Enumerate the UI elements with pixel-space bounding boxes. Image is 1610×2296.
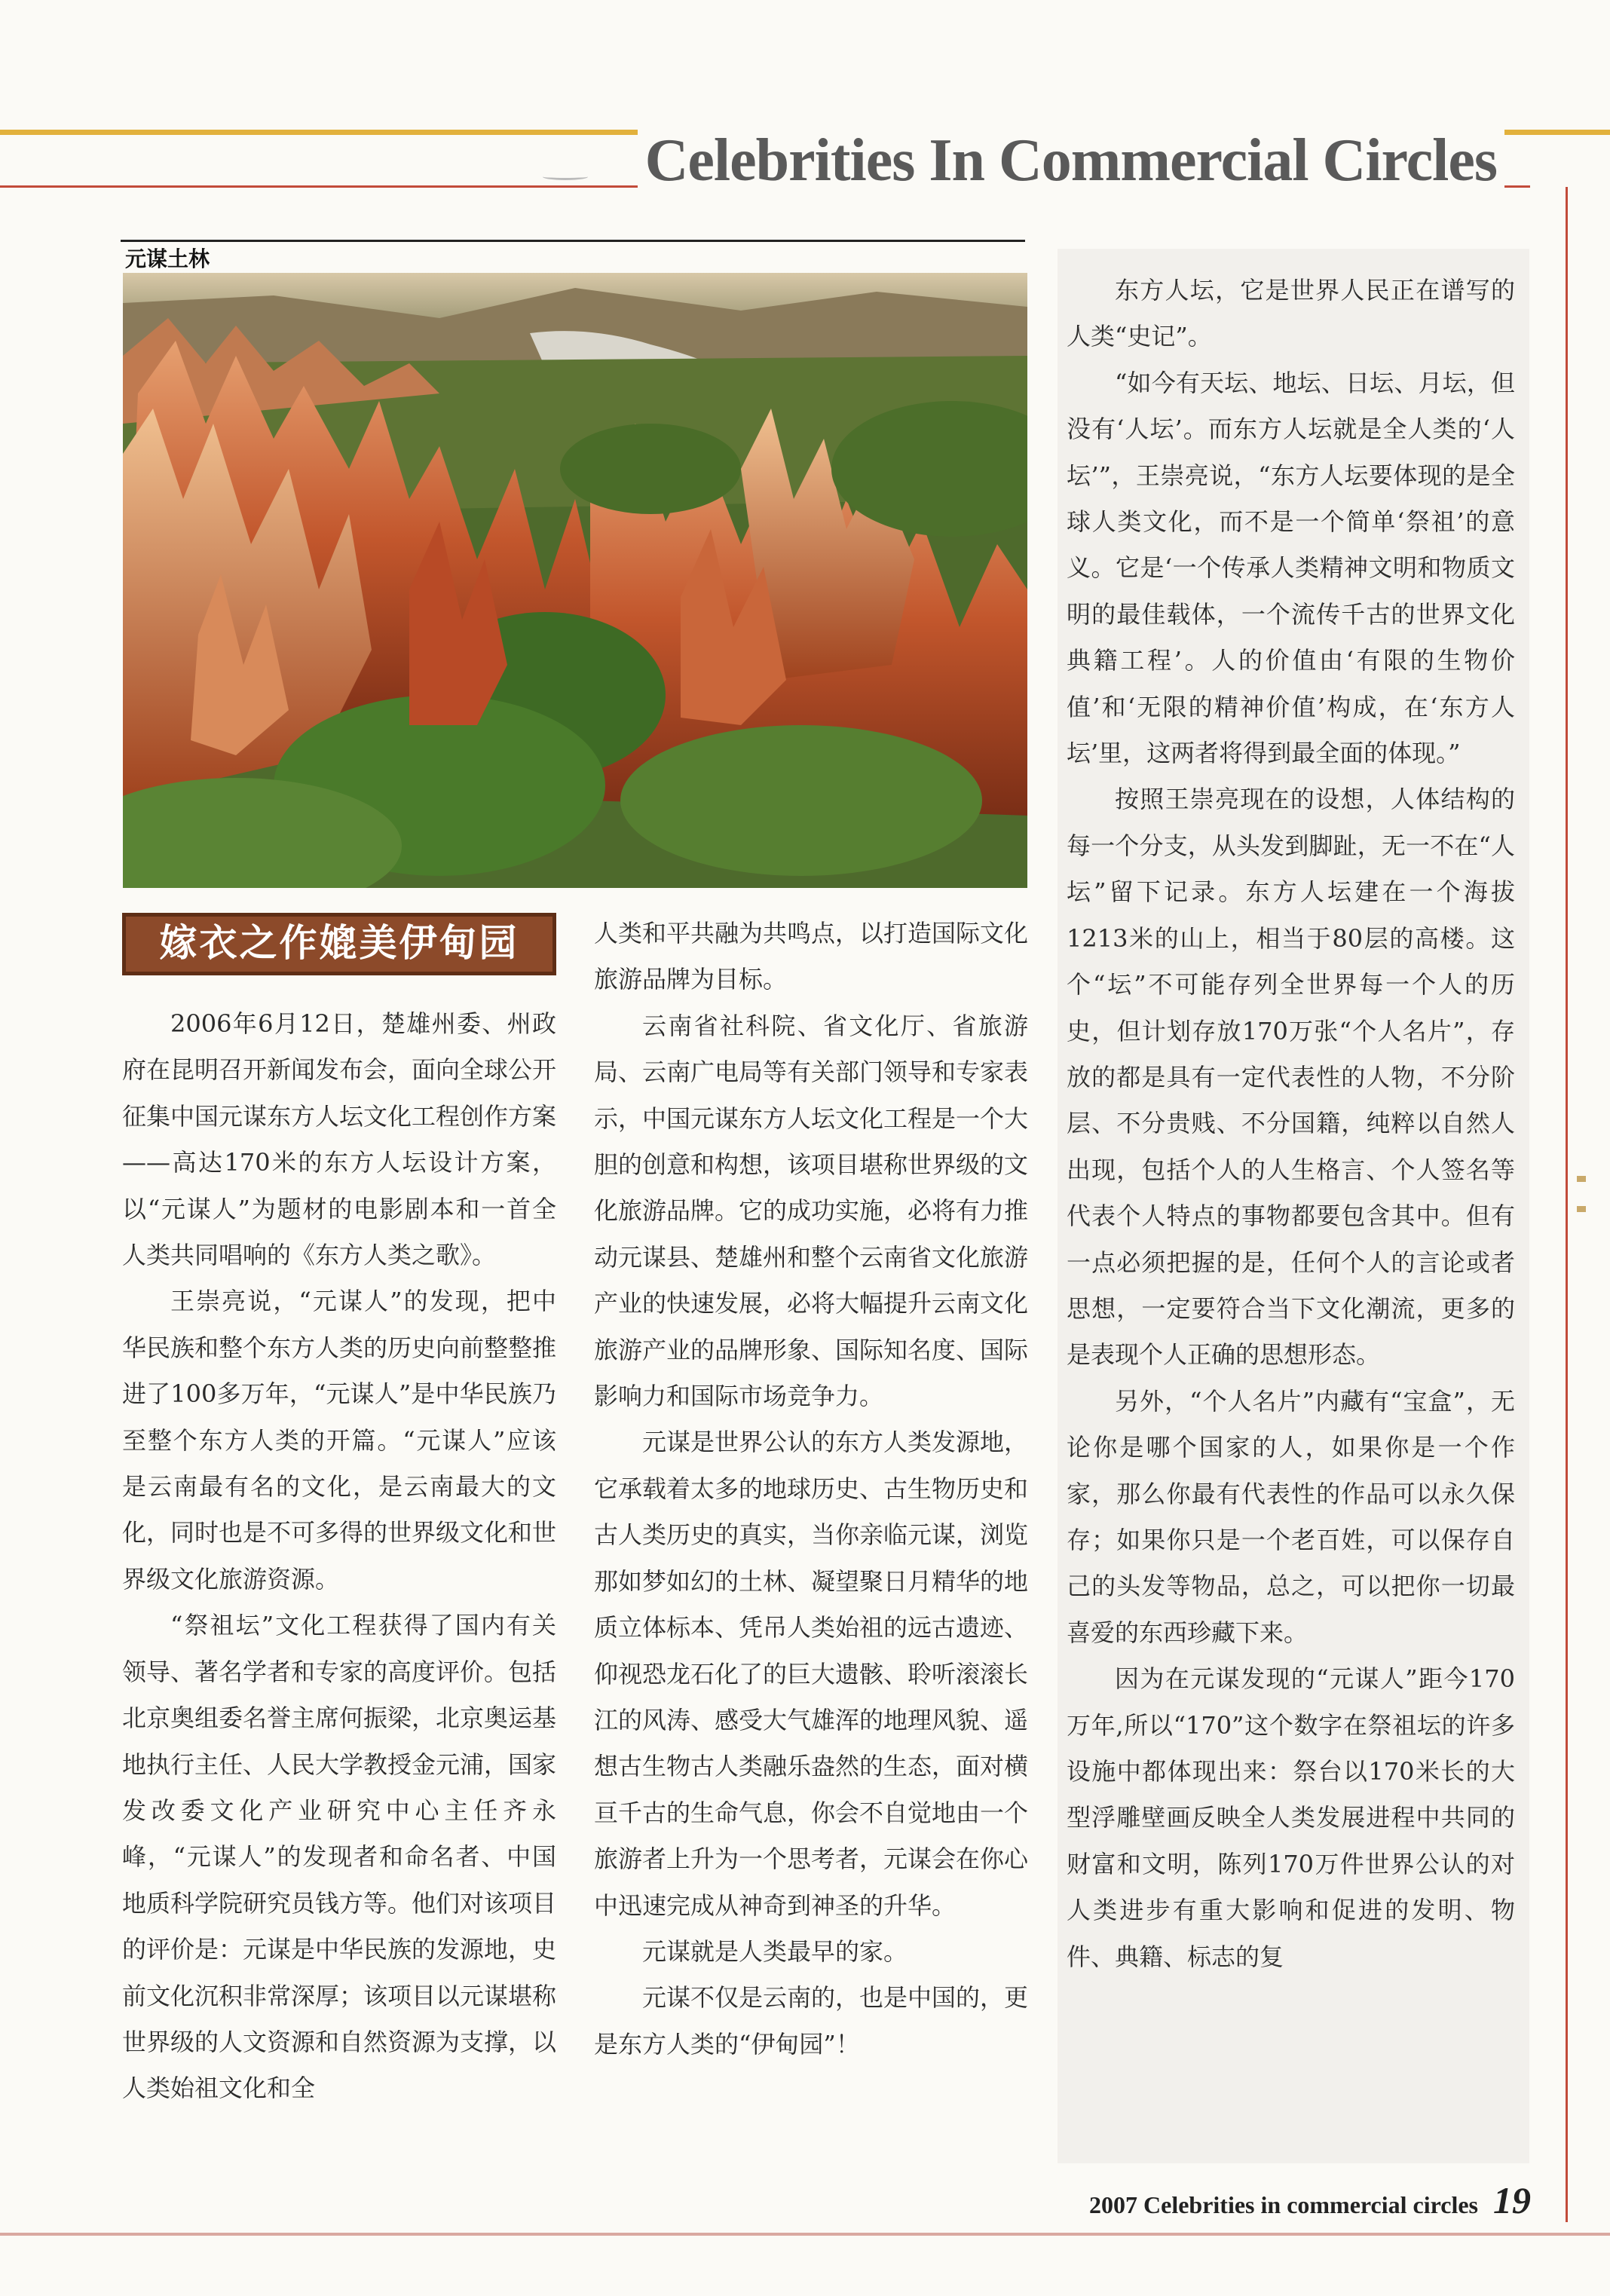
header-swoosh — [543, 173, 588, 180]
paragraph: 元谋就是人类最早的家。 — [642, 1936, 908, 1966]
side-tick — [1577, 1176, 1586, 1182]
earth-forest-photo — [123, 273, 1027, 888]
page-footer — [1089, 2178, 1531, 2222]
right-margin-line — [1566, 187, 1568, 2222]
paragraph: 云南省社科院、省文化厅、省旅游局、云南广电局等有关部门领导和专家表示，中国元谋东方人坛文化工程是一个大胆的创意和构想，该项目堪称世界级的文化旅游品牌。它的成功实施，必将有力推动元谋县、楚雄州和整个云南省文化旅游产业的快速发展，必将大幅提升云南文化旅游产业的品牌形象、国际知名度、国际影响力和国际市场竞争力。 — [594, 1011, 1029, 1411]
footer-text: 2007 Celebrities in commercial circles — [1089, 2191, 1478, 2218]
paragraph: 东方人坛，它是世界人民正在谱写的人类“史记”。 — [1067, 276, 1515, 351]
article-headline: 嫁衣之作媲美伊甸园 — [122, 913, 556, 975]
paragraph: 王崇亮说，“元谋人”的发现，把中华民族和整个东方人类的历史向前整整推进了100多万年，“元谋人”是中华民族乃至整个东方人类的开篇。“元谋人”应该是云南最有名的文化，是云南最大的文化，同时也是不可多得的世界级文化和世界级文化旅游资源。 — [122, 1287, 557, 1593]
photo-rule — [121, 240, 1025, 242]
footer-rule — [0, 2233, 1610, 2236]
magazine-title: Celebrities In Commercial Circles — [638, 127, 1504, 194]
paragraph: 人类和平共融为共鸣点，以打造国际文化旅游品牌为目标。 — [594, 919, 1029, 994]
paragraph: “如今有天坛、地坛、日坛、月坛，但没有‘人坛’。而东方人坛就是全人类的‘人坛’”，王崇亮说，“东方人坛要体现的是全球人类文化，而不是一个简单‘祭祖’的意义。它是‘一个传承人类精神文明和物质文明的最佳载体，一个流传千古的世界文化典籍工程’。人的价值由‘有限的生物价值’和‘无限的精神价值’构成，在‘东方人坛’里，这两者将得到最全面的体现。” — [1067, 368, 1515, 768]
photo-caption: 元谋土林 — [125, 246, 210, 271]
paragraph: 按照王崇亮现在的设想，人体结构的每一个分支，从头发到脚趾，无一不在“人坛”留下记录。东方人坛建在一个海拔1213米的山上，相当于80层的高楼。这个“坛”不可能存列全世界每一个人的历史，但计划存放170万张“个人名片”，存放的都是具有一定代表性的人物，不分阶层、不分贵贱、不分国籍，纯粹以自然人出现，包括个人的人生格言、个人签名等代表个人特点的事物都要包含其中。但有一点必须把握的是，任何个人的言论或者思想，一定要符合当下文化潮流，更多的是表现个人正确的思想形态。 — [1067, 785, 1515, 1370]
paragraph: “祭祖坛”文化工程获得了国内有关领导、著名学者和专家的高度评价。包括北京奥组委名誉主席何振梁，北京奥运基地执行主任、人民大学教授金元浦，国家发改委文化产业研究中心主任齐永峰，“元谋人”的发现者和命名者、中国地质科学院研究员钱方等。他们对该项目的评价是：元谋是中华民族的发源地，史前文化沉积非常深厚；该项目以元谋堪称世界级的人文资源和自然资源为支撑，以人类始祖文化和全 — [122, 1611, 557, 2103]
side-tick — [1577, 1206, 1586, 1212]
article-column-2 — [594, 911, 1028, 2068]
article-column-1 — [122, 1001, 556, 2112]
page-number: 19 — [1492, 2179, 1531, 2221]
paragraph: 元谋不仅是云南的，也是中国的，更是东方人类的“伊甸园”！ — [594, 1983, 1029, 2059]
paragraph: 元谋是世界公认的东方人类发源地，它承载着太多的地球历史、古生物历史和古人类历史的真实，当你亲临元谋，浏览那如梦如幻的土林、凝望聚日月精华的地质立体标本、凭吊人类始祖的远古遗迹、仰视恐龙石化了的巨大遗骸、聆听滚滚长江的风涛、感受大气雄浑的地理风貌、遥想古生物古人类融乐盎然的生态，面对横亘千古的生命气息，你会不自觉地由一个旅游者上升为一个思考者，元谋会在你心中迅速完成从神奇到神圣的升华。 — [594, 1428, 1029, 1920]
paragraph: 因为在元谋发现的“元谋人”距今170万年,所以“170”这个数字在祭祖坛的许多设施中都体现出来：祭台以170米长的大型浮雕壁画反映全人类发展进程中共同的财富和文明，陈列170万件世界公认的对人类进步有重大影响和促进的发明、物件、典籍、标志的复 — [1067, 1664, 1515, 1971]
paragraph: 2006年6月12日，楚雄州委、州政府在昆明召开新闻发布会，面向全球公开征集中国元谋东方人坛文化工程创作方案——高达170米的东方人坛设计方案，以“元谋人”为题材的电影剧本和一首全人类共同唱响的《东方人类之歌》。 — [122, 1009, 557, 1270]
article-column-3 — [1067, 268, 1515, 1980]
paragraph: 另外，“个人名片”内藏有“宝盒”，无论你是哪个国家的人，如果你是一个作家，那么你最有代表性的作品可以永久保存；如果你只是一个老百姓，可以保存自己的头发等物品，总之，可以把你一切最喜爱的东西珍藏下来。 — [1067, 1386, 1515, 1647]
